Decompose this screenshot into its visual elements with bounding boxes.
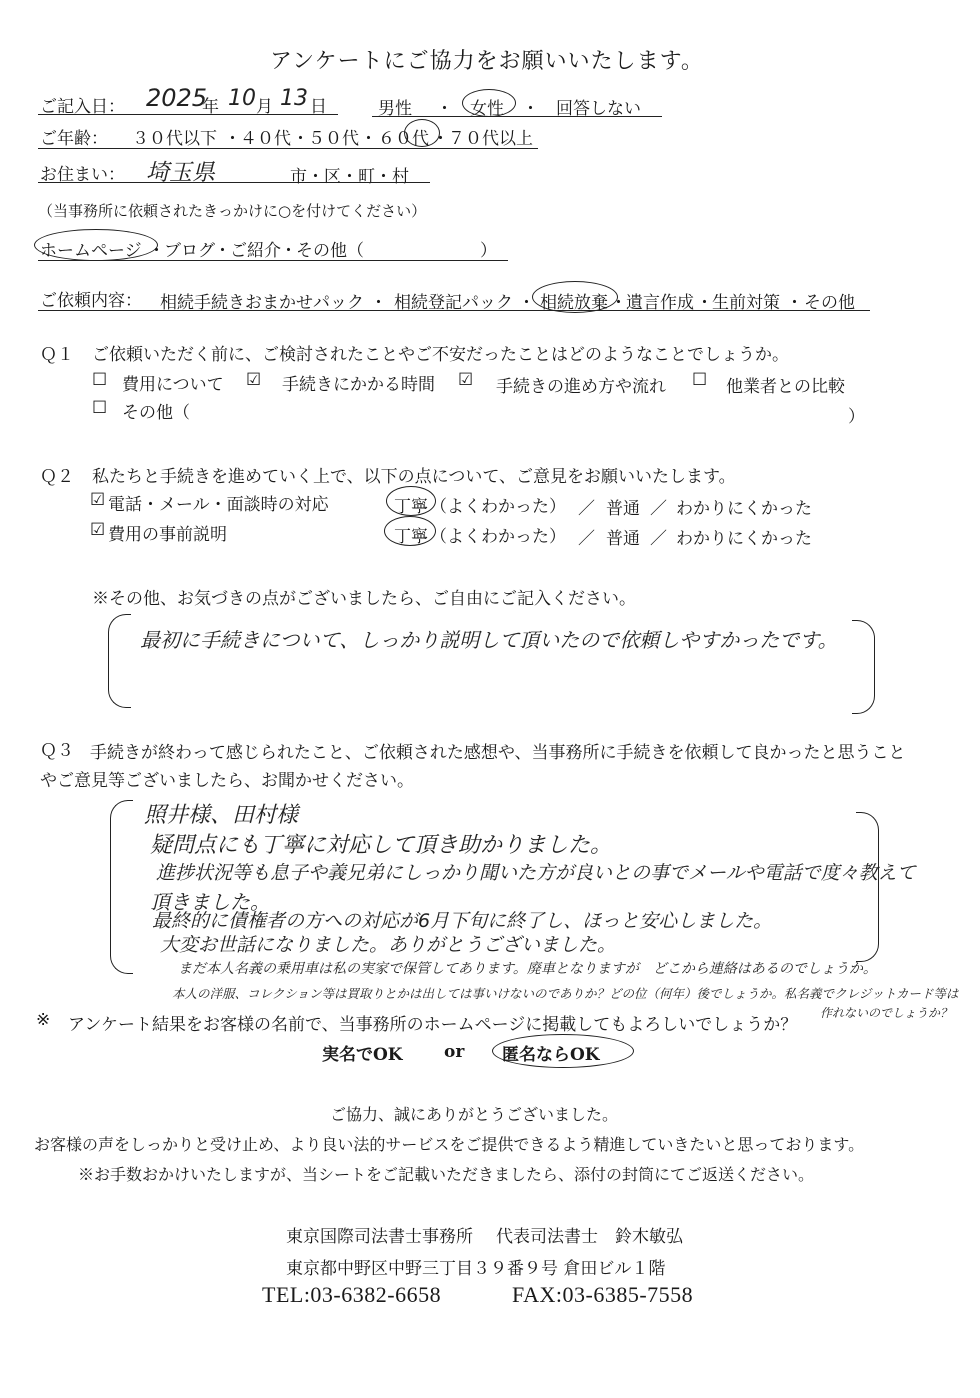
q1-option-other: その他（: [122, 403, 190, 423]
office-fax: FAX:03-6385-7558: [512, 1282, 694, 1307]
q1-checkbox-cost[interactable]: ☐: [92, 370, 108, 390]
request-option-renunciation[interactable]: 相続放棄: [540, 293, 608, 313]
trigger-sep-3: ・: [280, 241, 297, 261]
consent-or: or: [444, 1042, 465, 1062]
q1-option-compare: 他業者との比較: [726, 377, 845, 397]
age-option-40s[interactable]: ４０代: [240, 129, 291, 149]
q1-checkbox-time[interactable]: ☑: [246, 370, 262, 390]
trigger-option-referral[interactable]: ご紹介: [230, 241, 281, 261]
q2-note-bracket-right: [852, 620, 875, 714]
age-sep-2: ・: [292, 129, 309, 149]
q2-item1-normal[interactable]: 普通: [606, 499, 640, 519]
date-label: ご記入日：: [40, 97, 125, 117]
q2-item1-sep1: ／: [578, 499, 595, 519]
request-sep-4: ・: [696, 293, 713, 313]
q3-answer-line-1: 照井様、田村様: [144, 803, 299, 828]
q3-number: Ｑ３: [40, 741, 74, 761]
request-option-planning[interactable]: 生前対策: [712, 293, 780, 313]
office-tel: TEL:03-6382-6658: [262, 1282, 442, 1307]
q2-item2-bad[interactable]: わかりにくかった: [676, 529, 812, 549]
gender-option-male[interactable]: 男性: [378, 99, 412, 119]
request-underline: [38, 310, 870, 311]
age-sep-4: ・: [432, 129, 449, 149]
q2-item2-label: 費用の事前説明: [108, 525, 227, 545]
q2-item2-selected-circle: [384, 516, 436, 546]
consent-selected-circle: [492, 1034, 634, 1068]
q2-item2-sep1: ／: [578, 529, 595, 549]
request-option-registration[interactable]: 相続登記パック: [394, 293, 513, 313]
request-option-package[interactable]: 相続手続きおまかせパック: [160, 293, 364, 313]
q3-question-line2: やご意見等ございましたら、お聞かせください。: [40, 771, 414, 791]
request-option-will[interactable]: 遺言作成: [626, 293, 694, 313]
q2-note-answer[interactable]: 最初に手続きについて、しっかり説明して頂いたので依頼しやすかったです。: [140, 628, 838, 652]
age-option-70s[interactable]: ７０代以上: [448, 129, 533, 149]
trigger-option-blog[interactable]: ブログ: [164, 241, 215, 261]
request-option-other[interactable]: その他: [804, 293, 855, 313]
q3-question-line1: 手続きが終わって感じられたこと、ご依頼された感想や、当事務所に手続きを依頼して良かったと思うこと: [90, 743, 906, 763]
q1-option-other-close: ）: [848, 407, 865, 427]
gender-underline: [372, 116, 662, 117]
age-option-60s[interactable]: ６０代: [378, 129, 429, 149]
q1-option-process: 手続きの進め方や流れ: [496, 377, 666, 397]
date-year-unit: 年: [202, 97, 219, 117]
trigger-option-homepage[interactable]: ホームページ: [40, 241, 142, 261]
trigger-selected-circle: [34, 229, 158, 261]
gender-option-female[interactable]: 女性: [470, 99, 504, 119]
request-sep-3: ・: [610, 293, 627, 313]
age-option-50s[interactable]: ５０代: [308, 129, 359, 149]
q3-answer-line-6: 大変お世話になりました。ありがとうございました。: [160, 934, 617, 956]
consent-option-anon[interactable]: 匿名ならOK: [502, 1045, 600, 1065]
gender-sep-2: ・: [522, 99, 539, 119]
date-underline: [38, 114, 338, 115]
consent-option-real[interactable]: 実名でOK: [322, 1045, 403, 1065]
q2-item1-checkbox[interactable]: ☑: [90, 490, 106, 510]
age-sep-1: ・: [224, 129, 241, 149]
q2-item1-good-note: （よくわかった）: [430, 497, 566, 517]
q3-answer-line-8: 本人の洋服、コレクション等は買取りとかは出しては事いけないのでありか？どの位（何年）後でしょうか。私名義でクレジットカード等は: [172, 986, 959, 1001]
age-option-30s[interactable]: ３０代以下: [132, 129, 217, 149]
request-selected-circle: [532, 281, 618, 313]
q2-item1-bad[interactable]: わかりにくかった: [676, 499, 812, 519]
q3-answer-bracket-left: [110, 800, 133, 974]
gender-sep-1: ・: [436, 99, 453, 119]
q2-item1-label: 電話・メール・面談時の対応: [108, 495, 329, 515]
consent-question: アンケート結果をお客様の名前で、当事務所のホームページに掲載してもよろしいでしょうか？: [68, 1015, 798, 1035]
residence-label: お住まい：: [40, 165, 125, 185]
q2-item1-sep2: ／: [650, 499, 667, 519]
q2-note-prompt: ※その他、お気づきの点がございましたら、ご自由にご記入ください。: [92, 589, 636, 609]
survey-title: アンケートにご協力をお願いいたします。: [270, 49, 704, 74]
request-label: ご依頼内容：: [40, 291, 142, 311]
q1-checkbox-process[interactable]: ☑: [458, 370, 474, 390]
q2-item1-selected-circle: [386, 486, 436, 516]
q3-answer-line-4: 頂きました。: [150, 890, 270, 914]
q2-item2-checkbox[interactable]: ☑: [90, 520, 106, 540]
date-day-value: 13: [280, 86, 308, 111]
trigger-instruction: （当事務所に依頼されたきっかけに○を付けてください）: [38, 202, 427, 220]
trigger-sep-2: ・: [214, 241, 231, 261]
q3-answer-bracket-right: [856, 812, 879, 962]
q3-answer-line-9: 作れないのでしょうか？: [820, 1006, 953, 1020]
q3-answer-line-5: 最終的に債権者の方への対応が6月下旬に終了し、ほっと安心しました。: [152, 910, 773, 932]
closing-line3: ※お手数おかけいたしますが、当シートをご記載いただきましたら、添付の封筒にてご返送ください。: [78, 1165, 815, 1184]
age-sep-3: ・: [360, 129, 377, 149]
trigger-option-other-close: ）: [480, 241, 497, 261]
closing-line2: お客様の声をしっかりと受け止め、より良い法的サービスをご提供できるよう精進していきたいと思っております。: [34, 1135, 865, 1154]
trigger-underline: [38, 260, 508, 261]
date-day-unit: 日: [310, 97, 327, 117]
q1-question: ご依頼いただく前に、ご検討されたことやご不安だったことはどのようなことでしょうか。: [92, 345, 789, 365]
request-sep-2: ・: [518, 293, 535, 313]
q1-checkbox-compare[interactable]: ☐: [692, 370, 708, 390]
trigger-sep-1: ・: [148, 241, 165, 261]
office-rep: 代表司法書士 鈴木敏弘: [496, 1227, 683, 1247]
gender-selected-circle: [462, 89, 516, 117]
q2-item1-good[interactable]: 丁寧: [394, 497, 428, 517]
gender-option-none[interactable]: 回答しない: [556, 99, 641, 119]
office-name: 東京国際司法書士事務所: [286, 1227, 473, 1247]
consent-mark: ※: [36, 1010, 51, 1030]
date-month-value: 10: [228, 86, 256, 111]
age-label: ご年齢：: [40, 129, 108, 149]
request-sep-5: ・: [786, 293, 803, 313]
date-year-value: 2025: [146, 84, 208, 112]
q1-option-time: 手続きにかかる時間: [282, 375, 435, 395]
q2-question: 私たちと手続きを進めていく上で、以下の点について、ご意見をお願いいたします。: [92, 467, 736, 487]
q2-item2-good[interactable]: 丁寧: [394, 527, 428, 547]
date-month-unit: 月: [256, 97, 273, 117]
residence-value: 埼玉県: [146, 160, 215, 186]
closing-thanks: ご協力、誠にありがとうございました。: [330, 1105, 619, 1124]
q1-number: Ｑ１: [40, 345, 74, 365]
residence-underline: [38, 182, 430, 183]
q2-note-bracket-left: [108, 614, 131, 708]
age-underline: [38, 148, 538, 149]
q2-number: Ｑ２: [40, 467, 74, 487]
residence-suffix: 市・区・町・村: [290, 167, 409, 187]
trigger-option-other[interactable]: その他（: [296, 241, 364, 261]
request-sep-1: ・: [370, 293, 387, 313]
q2-item2-sep2: ／: [650, 529, 667, 549]
q1-option-cost: 費用について: [122, 375, 224, 395]
q3-answer-line-7: まだ本人名義の乗用車は私の実家で保管してあります。廃車となりますが どこから連絡はあるのでしょうか。: [178, 961, 877, 977]
q1-checkbox-other[interactable]: ☐: [92, 398, 108, 418]
q3-answer-line-3: 進捗状況等も息子や義兄弟にしっかり聞いた方が良いとの事でメールや電話で度々教えて: [156, 862, 916, 884]
q3-answer-line-2: 疑問点にも丁寧に対応して頂き助かりました。: [150, 833, 613, 858]
office-address: 東京都中野区中野三丁目３９番９号 倉田ビル１階: [286, 1259, 666, 1279]
q2-item2-good-note: （よくわかった）: [430, 527, 566, 547]
q2-item2-normal[interactable]: 普通: [606, 529, 640, 549]
